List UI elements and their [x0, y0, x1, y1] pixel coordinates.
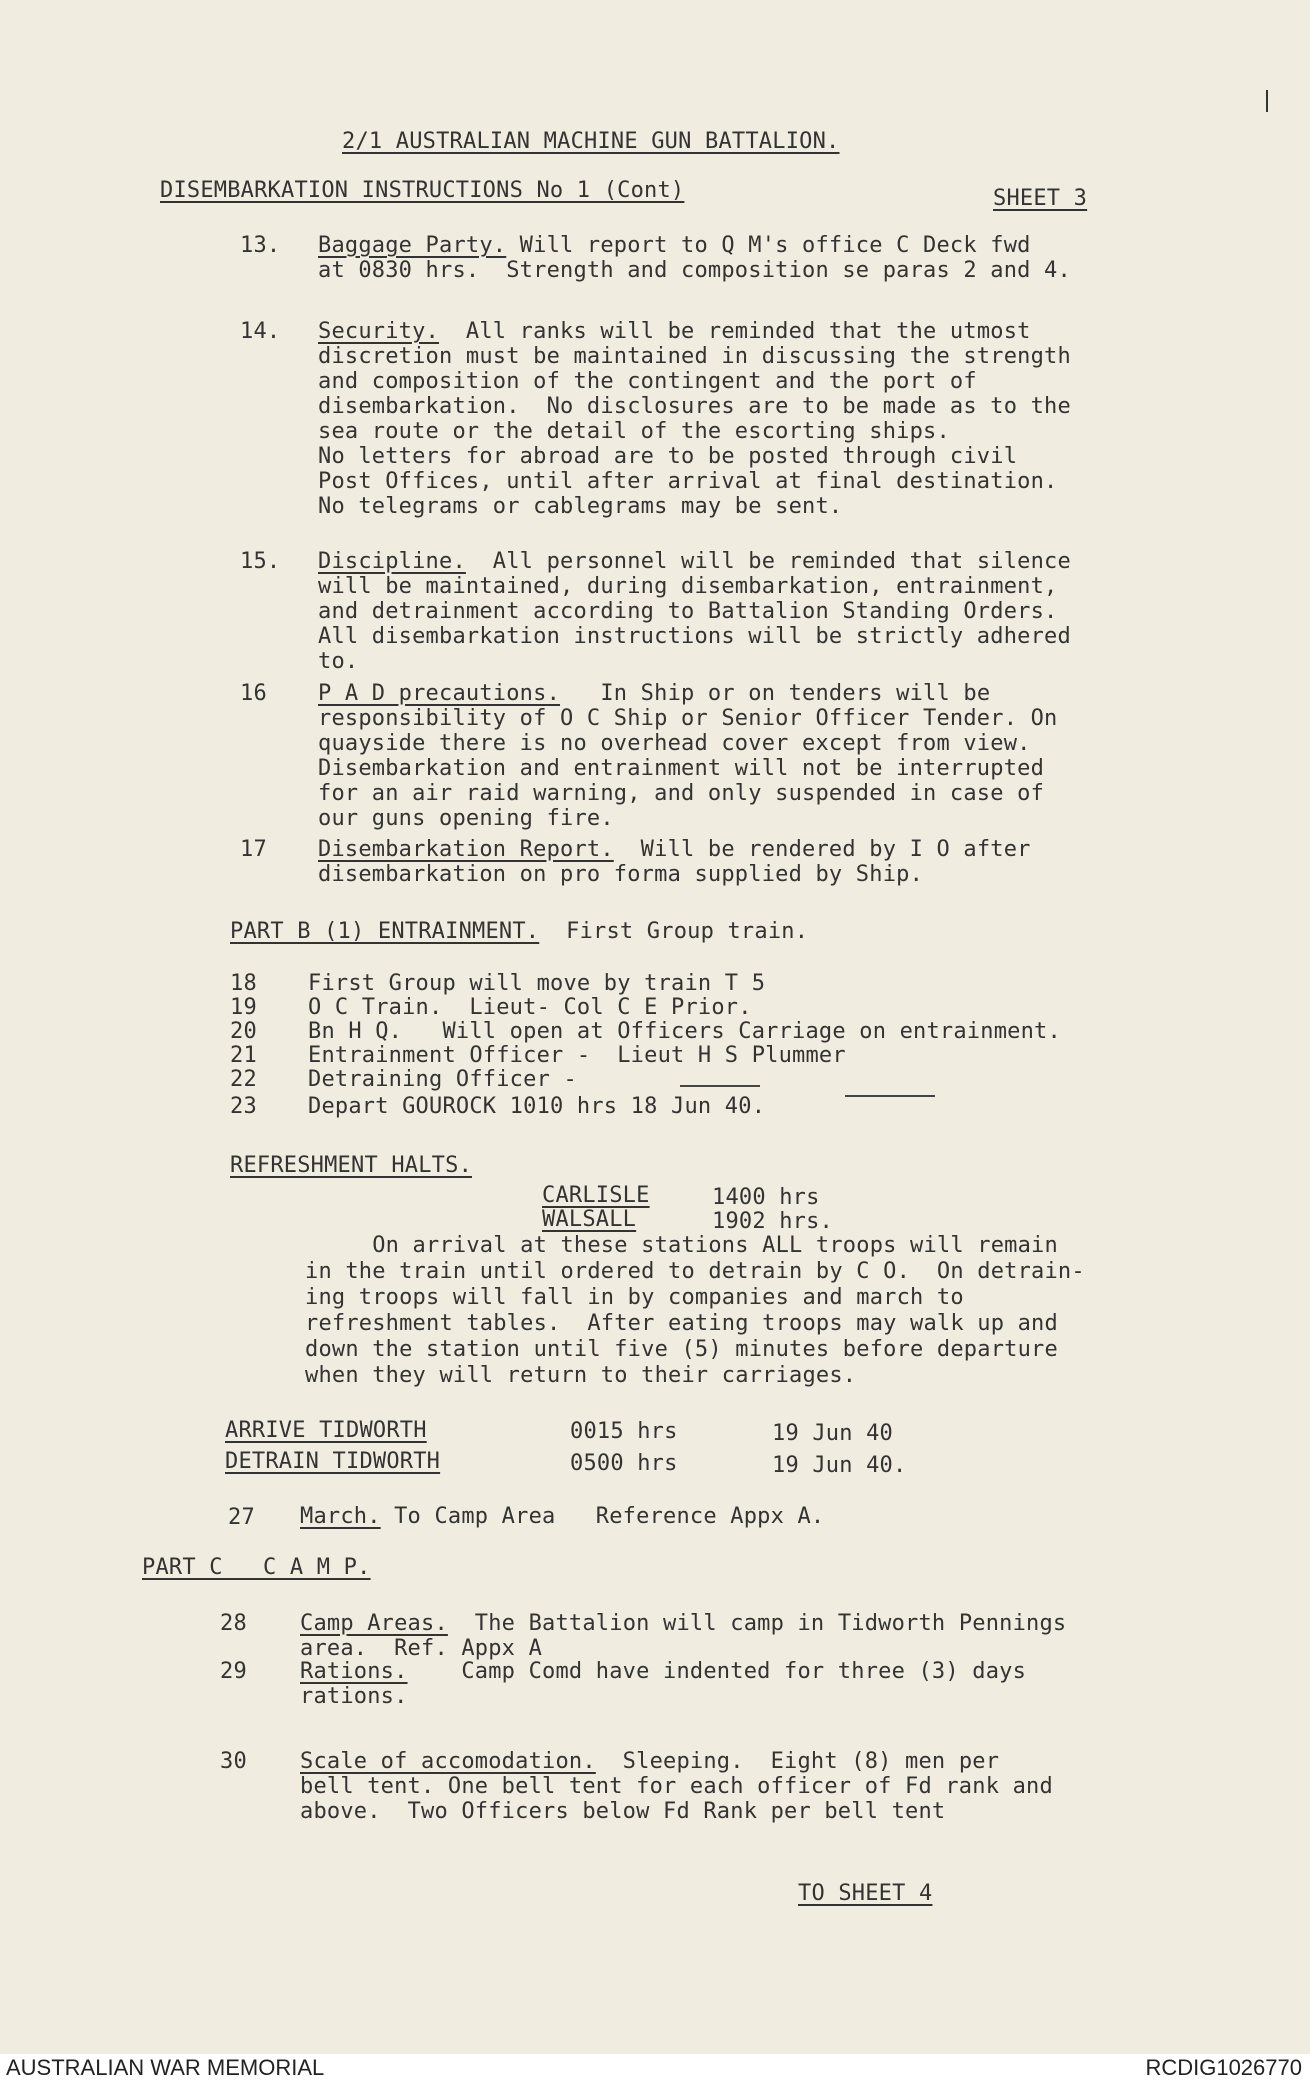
paragraph-line: bell tent. One bell tent for each officer of Fd rank and: [300, 1774, 1053, 1799]
paragraph-text: In Ship or on tenders will be: [560, 681, 991, 706]
paragraph-text: Will report to Q M's office C Deck fwd: [506, 233, 1031, 258]
arrival-date: 19 Jun 40.: [772, 1453, 907, 1478]
part-b-subtitle: First Group train.: [539, 919, 809, 944]
sheet-number: SHEET 3: [993, 186, 1088, 211]
paragraph-line: area. Ref. Appx A: [300, 1636, 543, 1661]
archive-reference: RCDIG1026770: [1145, 2055, 1302, 2080]
paragraph-line: quayside there is no overhead cover except from view.: [318, 731, 1031, 756]
paragraph-number: 15.: [240, 549, 281, 574]
train-item-text: Detraining Officer -: [308, 1067, 577, 1092]
march-number: 27: [228, 1505, 255, 1530]
paragraph-number: 28: [220, 1611, 247, 1636]
part-b-title: PART B (1) ENTRAINMENT.: [230, 919, 540, 944]
march-heading: March.: [300, 1504, 381, 1529]
stop-time: 1902 hrs.: [712, 1209, 834, 1234]
train-item-text: O C Train. Lieut- Col C E Prior.: [308, 995, 752, 1020]
paragraph-number: 30: [220, 1749, 247, 1774]
arrival-time: 0015 hrs: [570, 1419, 678, 1444]
paragraph-first-line: [300, 1748, 999, 1775]
refreshment-line: when they will return to their carriages.: [305, 1363, 857, 1388]
paragraph-number: 17: [240, 837, 267, 862]
train-item-number: 22: [230, 1067, 257, 1092]
paragraph-number: 14.: [240, 319, 281, 344]
blank-line: [845, 1095, 935, 1097]
paragraph-first-line: [318, 680, 990, 707]
train-item-number: 19: [230, 995, 257, 1020]
paragraph-first-line: [318, 318, 1031, 345]
arrival-label: ARRIVE TIDWORTH: [225, 1418, 427, 1443]
paragraph-line: No telegrams or cablegrams may be sent.: [318, 494, 843, 519]
paragraph-text: Camp Comd have indented for three (3) days: [407, 1659, 1027, 1684]
paragraph-heading: Rations.: [300, 1659, 408, 1684]
paragraph-heading: Baggage Party.: [318, 233, 507, 258]
paragraph-line: to.: [318, 649, 359, 674]
march-item: [300, 1503, 824, 1530]
paragraph-line: and composition of the contingent and the port of: [318, 369, 977, 394]
paragraph-first-line: [318, 232, 1031, 259]
paragraph-text: Sleeping. Eight (8) men per: [595, 1749, 1000, 1774]
paragraph-line: responsibility of O C Ship or Senior Officer Tender. On: [318, 706, 1058, 731]
paragraph-line: No letters for abroad are to be posted through civil: [318, 444, 1018, 469]
blank-line: [680, 1085, 760, 1087]
train-item-number: 23: [230, 1094, 257, 1119]
arrival-label: DETRAIN TIDWORTH: [225, 1449, 441, 1474]
paragraph-text: Will be rendered by I O after: [613, 837, 1031, 862]
paragraph-heading: Camp Areas.: [300, 1611, 448, 1636]
paragraph-line: above. Two Officers below Fd Rank per bell tent: [300, 1799, 946, 1824]
paragraph-heading: Security.: [318, 319, 440, 344]
train-item-number: 18: [230, 971, 257, 996]
paragraph-heading: Scale of accomodation.: [300, 1749, 596, 1774]
paragraph-line: disembarkation. No disclosures are to be made as to the: [318, 394, 1071, 419]
train-item-text: Depart GOUROCK 1010 hrs 18 Jun 40.: [308, 1094, 766, 1119]
paragraph-line: and detrainment according to Battalion Standing Orders.: [318, 599, 1058, 624]
margin-mark: [1266, 90, 1268, 112]
paragraph-line: Disembarkation and entrainment will not be interrupted: [318, 756, 1045, 781]
paragraph-text: All ranks will be reminded that the utmost: [439, 319, 1031, 344]
paragraph-first-line: [300, 1610, 1066, 1637]
train-item-text: Entrainment Officer - Lieut H S Plummer: [308, 1043, 846, 1068]
train-item-number: 20: [230, 1019, 257, 1044]
stop-place: CARLISLE: [542, 1183, 650, 1208]
paragraph-number: 29: [220, 1659, 247, 1684]
stop-place: WALSALL: [542, 1207, 637, 1232]
paragraph-heading: Disembarkation Report.: [318, 837, 614, 862]
paragraph-line: Post Offices, until after arrival at final destination.: [318, 469, 1058, 494]
document-title: 2/1 AUSTRALIAN MACHINE GUN BATTALION.: [342, 129, 840, 154]
paragraph-line: discretion must be maintained in discussing the strength: [318, 344, 1071, 369]
train-item-number: 21: [230, 1043, 257, 1068]
train-item-text: First Group will move by train T 5: [308, 971, 766, 996]
archive-footer: [0, 2054, 1310, 2081]
paragraph-text: All personnel will be reminded that silence: [465, 549, 1071, 574]
train-item-text: Bn H Q. Will open at Officers Carriage on entrainment.: [308, 1019, 1061, 1044]
paragraph-line: our guns opening fire.: [318, 806, 614, 831]
paragraph-number: 13.: [240, 233, 281, 258]
refreshment-line: ing troops will fall in by companies and march to: [305, 1285, 964, 1310]
stop-time: 1400 hrs: [712, 1185, 820, 1210]
paragraph-heading: P A D precautions.: [318, 681, 561, 706]
refreshment-line: down the station until five (5) minutes before departure: [305, 1337, 1058, 1362]
refreshment-line: refreshment tables. After eating troops may walk up and: [305, 1311, 1058, 1336]
paragraph-heading: Discipline.: [318, 549, 466, 574]
paragraph-line: at 0830 hrs. Strength and composition se paras 2 and 4.: [318, 258, 1071, 283]
refreshment-line: in the train until ordered to detrain by C O. On detrain-: [305, 1259, 1085, 1284]
paragraph-first-line: [318, 836, 1031, 863]
arrival-date: 19 Jun 40: [772, 1421, 894, 1446]
paragraph-line: will be maintained, during disembarkation, entrainment,: [318, 574, 1058, 599]
paragraph-line: All disembarkation instructions will be strictly adhered: [318, 624, 1071, 649]
to-sheet-note: TO SHEET 4: [798, 1881, 933, 1906]
paragraph-line: for an air raid warning, and only suspended in case of: [318, 781, 1045, 806]
paragraph-first-line: [300, 1658, 1026, 1685]
archive-name: AUSTRALIAN WAR MEMORIAL: [6, 2055, 325, 2080]
march-text: To Camp Area Reference Appx A.: [380, 1504, 825, 1529]
paragraph-text: The Battalion will camp in Tidworth Pennings: [447, 1611, 1067, 1636]
paragraph-line: rations.: [300, 1684, 408, 1709]
paragraph-first-line: [318, 548, 1071, 575]
paragraph-number: 16: [240, 681, 267, 706]
paragraph-line: disembarkation on pro forma supplied by Ship.: [318, 862, 924, 887]
refreshment-line: On arrival at these stations ALL troops will remain: [305, 1233, 1058, 1258]
paragraph-line: sea route or the detail of the escorting ships.: [318, 419, 950, 444]
part-b-heading: [230, 918, 808, 945]
refreshment-heading: REFRESHMENT HALTS.: [230, 1153, 473, 1178]
arrival-time: 0500 hrs: [570, 1451, 678, 1476]
part-c-heading: PART C C A M P.: [142, 1555, 371, 1580]
document-subtitle: DISEMBARKATION INSTRUCTIONS No 1 (Cont): [160, 178, 685, 203]
